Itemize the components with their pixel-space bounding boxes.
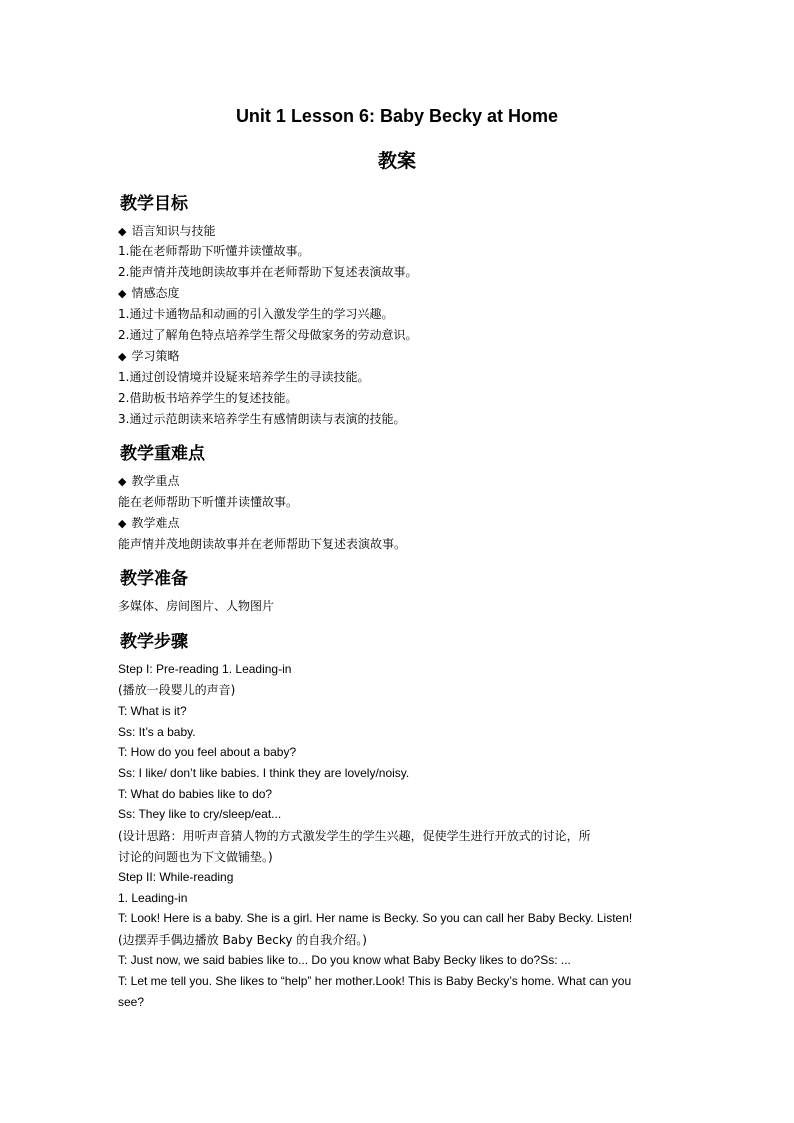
step-line: Step I: Pre-reading 1. Leading-in [118,662,292,676]
objective-category: ◆ 学习策略 [118,348,179,365]
heading-steps: 教学步骤 [120,632,188,652]
key-point-category: ◆ 教学重点 [118,473,179,490]
objective-item: 1.能在老师帮助下听懂并读懂故事。 [118,244,310,258]
step-line: Ss: They like to cry/sleep/eat... [118,807,282,821]
step-line: (边摆弄手偶边播放 Baby Becky 的自我介绍。) [118,933,367,947]
step-line: see? [118,995,145,1009]
step-line: (设计思路：用听声音猜人物的方式激发学生的学生兴趣，促使学生进行开放式的讨论，所 [118,829,591,843]
heading-objectives: 教学目标 [120,194,188,214]
document-subtitle: 教案 [377,151,416,172]
objective-item: 2.能声情并茂地朗读故事并在老师帮助下复述表演故事。 [118,265,418,279]
preparation-text: 多媒体、房间图片、人物图片 [118,599,275,613]
step-line: T: Let me tell you. She likes to “help” her mother.Look! This is Baby Becky’s home. What can you [118,974,632,988]
step-line: T: What do babies like to do? [118,787,273,801]
step-line: T: What is it? [118,704,187,718]
heading-preparation: 教学准备 [120,569,188,589]
document-title: Unit 1 Lesson 6: Baby Becky at Home [235,106,559,126]
step-line: T: How do you feel about a baby? [118,745,297,759]
objective-category: ◆ 语言知识与技能 [118,223,215,240]
objective-item: 2.借助板书培养学生的复述技能。 [118,391,298,405]
objective-item: 2.通过了解角色特点培养学生帮父母做家务的劳动意识。 [118,328,418,342]
objective-category: ◆ 情感态度 [118,285,179,302]
key-point-category: ◆ 教学难点 [118,515,179,532]
step-line: T: Just now, we said babies like to... Do you know what Baby Becky likes to do?Ss: ... [118,953,571,967]
step-line: Step II: While-reading [118,870,234,884]
step-line: 讨论的问题也为下文做铺垫。) [118,850,273,864]
objective-item: 1.通过卡通物品和动画的引入激发学生的学习兴趣。 [118,307,394,321]
key-point-item: 能声情并茂地朗读故事并在老师帮助下复述表演故事。 [118,537,407,551]
objective-item: 1.通过创设情境并设疑来培养学生的寻读技能。 [118,370,370,384]
step-line: (播放一段婴儿的声音) [118,683,236,697]
step-line: 1. Leading-in [118,891,188,905]
step-line: Ss: I like/ don’t like babies. I think they are lovely/noisy. [118,766,410,780]
key-point-item: 能在老师帮助下听懂并读懂故事。 [118,495,299,509]
step-line: Ss: It’s a baby. [118,725,196,739]
heading-key-points: 教学重难点 [120,444,205,464]
step-line: T: Look! Here is a baby. She is a girl. Her name is Becky. So you can call her Baby Becky. Listen! [118,911,633,925]
objective-item: 3.通过示范朗读来培养学生有感情朗读与表演的技能。 [118,412,406,426]
